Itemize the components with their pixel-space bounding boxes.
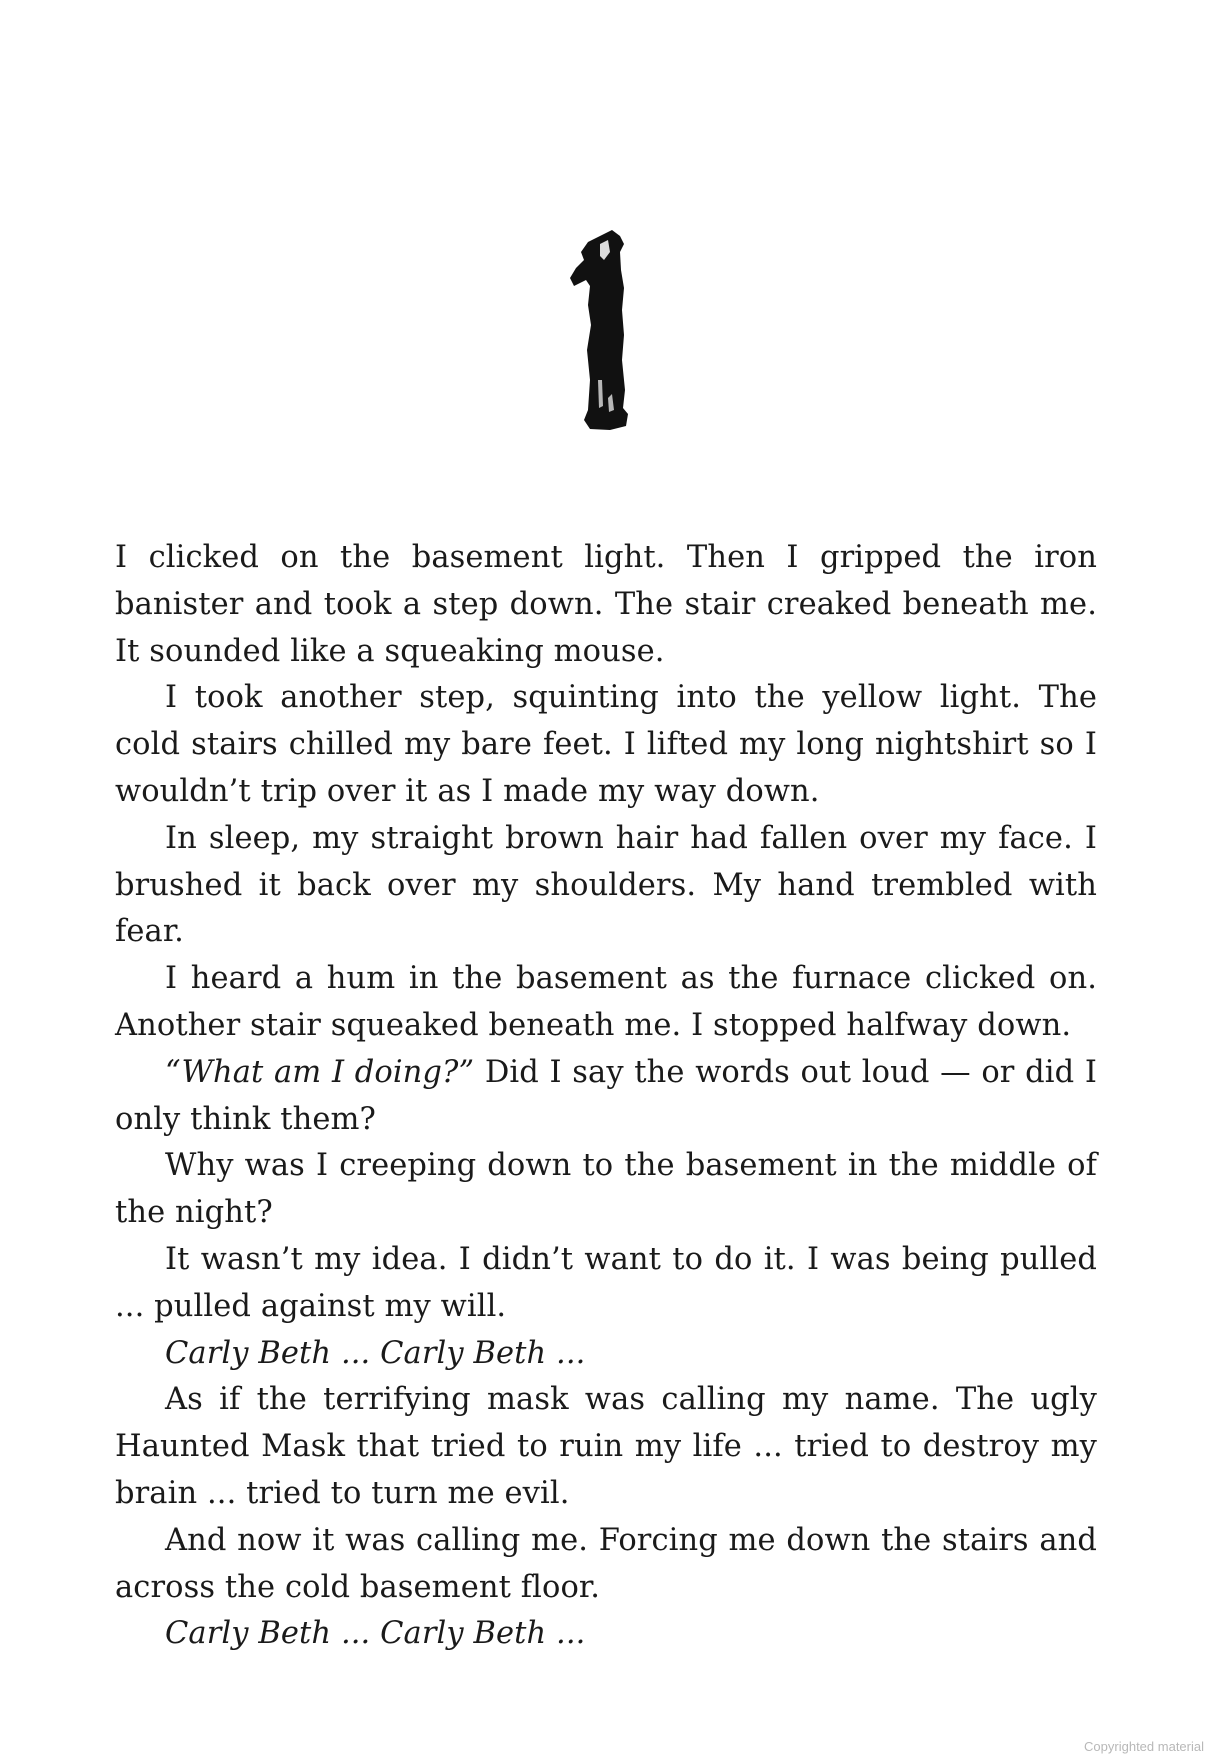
paragraph bbox=[115, 816, 1097, 956]
paragraph-text: In sleep, my straight brown hair had fallen over my face. I brushed it back over my shoulders. My hand trembled with fear. bbox=[115, 820, 1097, 950]
paragraph bbox=[115, 1143, 1097, 1237]
paragraph bbox=[115, 1518, 1097, 1612]
paragraph-italic-text: “What am I doing?” bbox=[165, 1054, 475, 1090]
paragraph-text: It wasn’t my idea. I didn’t want to do it. I was being pulled ... pulled against my will. bbox=[115, 1241, 1097, 1324]
paragraph bbox=[115, 1377, 1097, 1517]
chapter-number bbox=[560, 230, 660, 440]
chapter-number-glyph bbox=[560, 230, 660, 440]
paragraph-italic-text: Carly Beth ... Carly Beth ... bbox=[165, 1335, 586, 1371]
chapter-body bbox=[115, 535, 1097, 1658]
paragraph-text: I heard a hum in the basement as the furnace clicked on. Another stair squeaked beneath me. I stopped halfway down. bbox=[115, 961, 1097, 1043]
paragraph-text: I took another step, squinting into the yellow light. The cold stairs chilled my bare feet. I lifted my long nightshirt so I wouldn’t trip over it as I made my way down. bbox=[115, 680, 1097, 809]
paragraph-text: I clicked on the basement light. Then I gripped the iron banister and took a step down. The stair creaked beneath me. It sounded like a squeaking mouse. bbox=[115, 540, 1097, 669]
paragraph-text: As if the terrifying mask was calling my name. The ugly Haunted Mask that tried to ruin my life ... tried to destroy my brain ... tried to turn me evil. bbox=[115, 1382, 1097, 1511]
paragraph bbox=[115, 1331, 1097, 1378]
paragraph bbox=[115, 956, 1097, 1050]
paragraph bbox=[115, 675, 1097, 815]
paragraph-text: Why was I creeping down to the basement in the middle of the night? bbox=[115, 1148, 1097, 1231]
paragraph-text: Did I say the words out loud — or did I only think them? bbox=[115, 1054, 1097, 1137]
paragraph-text: And now it was calling me. Forcing me down the stairs and across the cold basement floor. bbox=[115, 1522, 1097, 1605]
paragraph bbox=[115, 535, 1097, 675]
copyright-watermark: Copyrighted material bbox=[1084, 1739, 1204, 1754]
paragraph bbox=[115, 1611, 1097, 1658]
paragraph bbox=[115, 1050, 1097, 1144]
paragraph-italic-text: Carly Beth ... Carly Beth ... bbox=[165, 1616, 586, 1652]
paragraph bbox=[115, 1237, 1097, 1331]
